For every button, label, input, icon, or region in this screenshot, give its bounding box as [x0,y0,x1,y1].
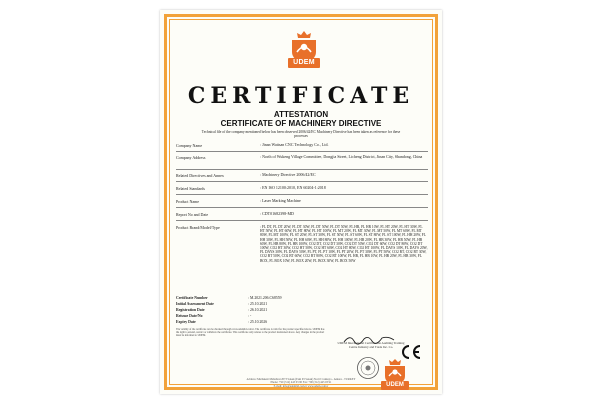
field-value: : FL DT, FL DT 20W, FL DT 30W, FL DT 50W, FL DT 50W, FL HR, FL HR 10W, FL HT 20W, FL HT 30W, FL HT 50W, FL HT 60W, FL HT 80W, FL HT 100W, FL MT 20W, FL MT 30W, FL MT 50W, FL MT 60W, FL MT 80W, FL MT 100W, FL ST 20W, FL ST 30W, FL ST 50W, FL ST 60W, FL ST 80W, FL ST 100W, FL HH 20W, FL HH 30W, FL HH 50W, FL HH 60W, FL HH 80W, FL HH 100W, FL HB 20W, FL HB 30W, FL HB 50W, FL HB 60W, FL HB 80W, FL HB 100W, CO2 DT, CO2 DT 30W, CO2 DT 50W, CO2 DT 60W, CO2 DT 80W, CO2 DT 100W, CO2 HT 30W, CO2 HT 50W, CO2 HT 60W, CO2 HT 80W, CO2 HT 100W, FL DAYS 10W, FL DAYS 20W, FL DAYS 30W, FL DAYS 50W, FL PT, FL PT 10W, FL PT 20W, FL PT 30W, FL PT 50W, CO2 BT, CO2 BT 30W, CO2 BT 50W, CO2 BT 60W, CO2 BT 80W, CO2 BT 100W, FL HB, FL HB 10W, FL HB 20W, FL HB 30W, FL BOX, FL BOX 10W, FL BOX 20W, FL BOX 30W, FL BOX 50W [260,225,428,263]
certificate-page [160,10,442,394]
meta-value: : 25.10.2021 [248,302,268,306]
meta-label: Expiry Date [176,320,196,324]
meta-label: Reissue Date/No [176,314,203,318]
meta-registration-date [176,308,306,313]
field-label: Report No and Date [176,212,209,217]
field-value: : Laser Marking Machine [260,198,301,203]
field-label: Product Brand/Model/Type [176,225,220,230]
divider [176,220,428,221]
logo-brand-text: UDEM [293,59,315,66]
divider [176,194,428,195]
field-label: Company Name [176,143,203,148]
meta-value: : 25.10.2026 [248,320,268,324]
field-label: Company Address [176,155,206,160]
divider [176,207,428,208]
divider [176,169,428,170]
field-label: Related Standards [176,186,205,191]
contact-line: Phone: +90 (312) 443 03 90 Fax: +90 (312) 443 03 91 [270,381,332,385]
meta-expiry-date [176,320,306,325]
divider [176,181,428,182]
meta-reissue [176,314,306,319]
certificate-intro: Technical file of the company mentioned below has been observed 2006/42/EC Machinery Directive has been taken as reference for these processes [201,130,401,139]
field-label: Product Name [176,199,199,204]
footer-address [174,378,428,388]
signature-caption: UDEM International Certification Auditing Training Centre Industry and Trade Inc. Co. [337,341,405,349]
field-value: : EN ISO 12100:2010, EN 60204-1:2018 [260,185,326,190]
email-line: E-mail: info@udemltd.com.tr www.udem.com.tr [273,384,329,388]
meta-label: Initial Assessment Date [176,302,214,306]
udem-logo [286,30,322,70]
meta-label: Registration Date [176,308,205,312]
meta-initial-assessment [176,302,306,307]
field-value: : CDT01682398-MD [260,211,294,216]
certificate-subtitle-directive: CERTIFICATE OF MACHINERY DIRECTIVE [220,119,382,128]
fine-print: The validity of the certificate can be checked through www.udemltd.com.tr. The certificate is valid for the product specified above. UDEM has the right to extend, restrict or withdraw the certificate. This certificate only relates to the product mentioned above. Any changes in the product must be informed to UDEM. [176,328,325,337]
meta-certificate-number [176,296,306,301]
seal-stamp [356,356,380,380]
field-value: : Machinery Directive 2006/42/EC [260,172,316,177]
field-label: Related Directives and Annex [176,173,224,178]
meta-value: : 26.10.2021 [248,308,268,312]
meta-value: : - [248,314,252,318]
field-value: : Jinan Wattsan CNC Technology Co., Ltd. [260,142,329,147]
meta-value: : M.2021.206.C68559 [248,296,282,300]
address-line: Address: Mutlukent Mahallesi 2073 Sokak (Eski 93 Sokak) No:10 Cankaya - Ankara - TURKEY [246,378,356,381]
footer-logo-brand-text: UDEM [386,382,404,388]
meta-label: Certificate Number [176,296,208,300]
divider [176,151,428,152]
field-value: : North of Wukeng Village Committee, Dongjia Street, Licheng District, Jinan City, Shandong, China [260,154,423,159]
certificate-title: CERTIFICATE [187,83,415,109]
certificate-subtitle-attestation: ATTESTATION [273,110,329,119]
